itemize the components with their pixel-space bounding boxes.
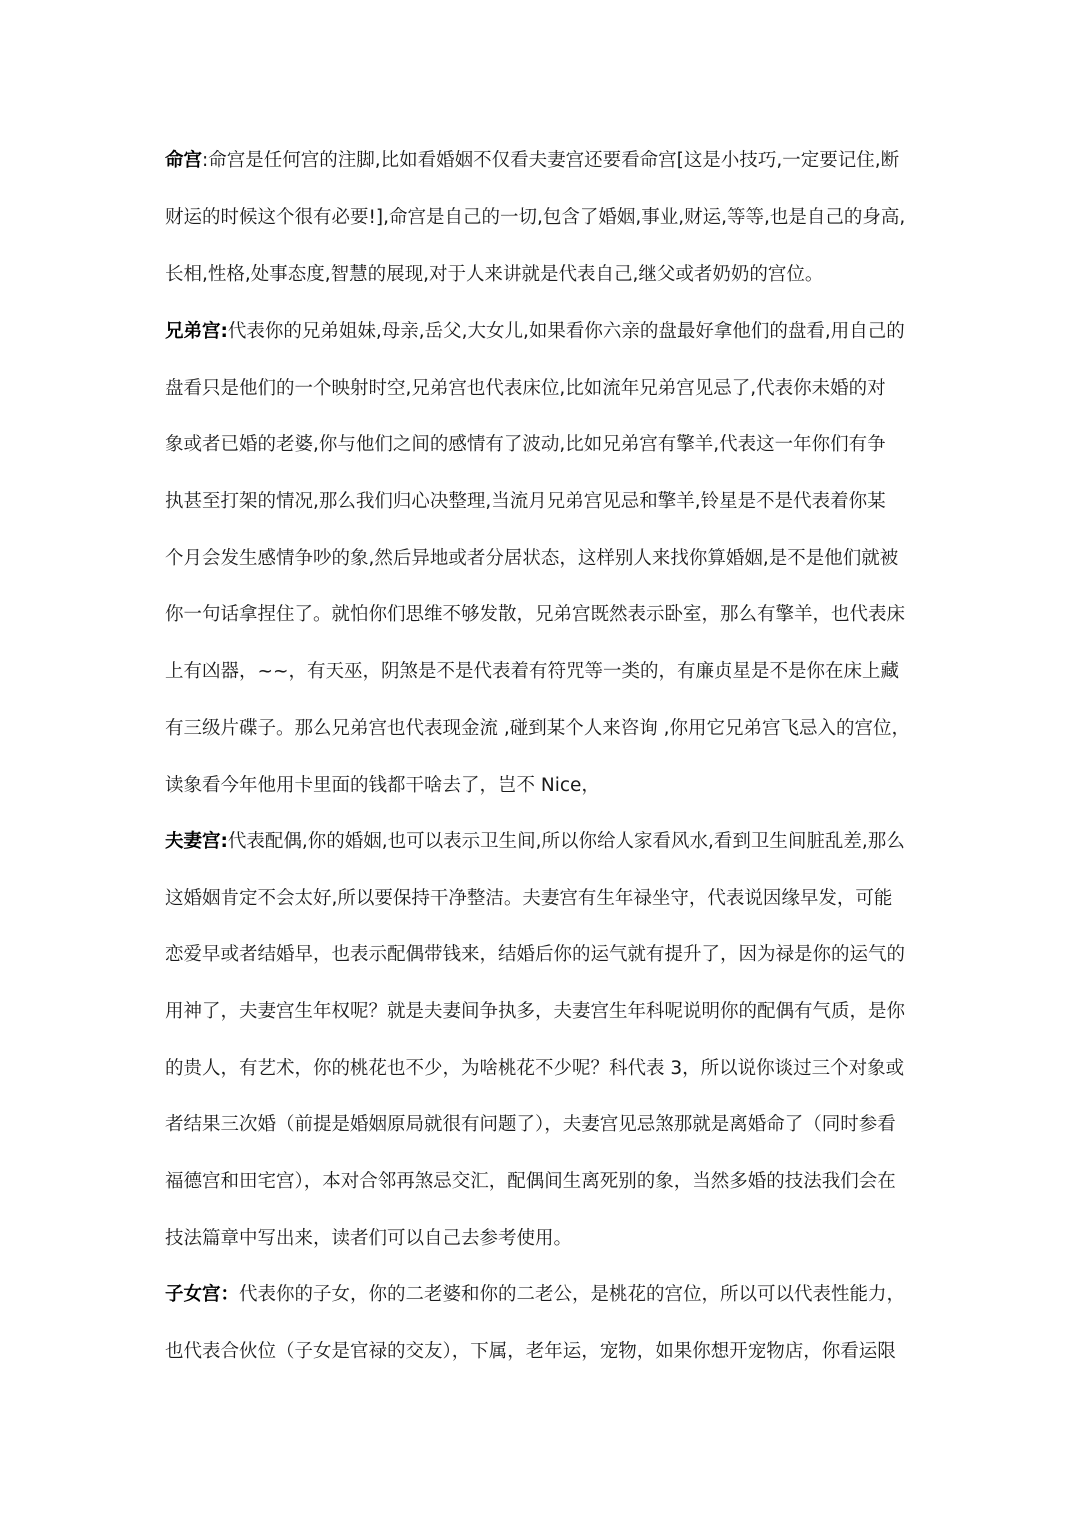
paragraph-line: 也代表合伙位（子女是官禄的交友），下属，老年运，宠物，如果你想开宠物店，你看运限 [165, 1341, 896, 1362]
paragraph-text: 代表你的子女，你的二老婆和你的二老公，是桃花的宫位，所以可以代表性能力， [239, 1284, 906, 1305]
paragraph-line: 上有凶器，~~，有天巫，阴煞是不是代表着有符咒等一类的，有廉贞星是不是你在床上藏 [165, 661, 900, 682]
paragraph-line: 执甚至打架的情况,那么我们归心决整理,当流月兄弟宫见忌和擎羊,铃星是不是代表着你某 [165, 491, 886, 512]
paragraph-line: 的贵人，有艺术，你的桃花也不少，为啥桃花不少呢？科代表 3，所以说你谈过三个对象或 [165, 1058, 905, 1079]
section-heading-zinv: 子女宫： [165, 1284, 240, 1305]
paragraph-line: 恋爱早或者结婚早，也表示配偶带钱来，结婚后你的运气就有提升了，因为禄是你的运气的 [165, 944, 906, 965]
section-heading-fuqi: 夫妻宫: [165, 831, 228, 852]
paragraph-line: 长相,性格,处事态度,智慧的展现,对于人来讲就是代表自己,继父或者奶奶的宫位。 [165, 264, 824, 285]
paragraph-line: 盘看只是他们的一个映射时空,兄弟宫也代表床位,比如流年兄弟宫见忌了,代表你未婚的对 [165, 378, 886, 399]
paragraph-line: 个月会发生感情争吵的象,然后异地或者分居状态，这样别人来找你算婚姻,是不是他们就被 [165, 548, 899, 569]
paragraph-line: 用神了，夫妻宫生年权呢？就是夫妻间争执多，夫妻宫生年科呢说明你的配偶有气质，是你 [165, 1001, 906, 1022]
section-xiongdi-line-1 [165, 319, 925, 345]
paragraph-line: 财运的时候这个很有必要!],命宫是自己的一切,包含了婚姻,事业,财运,等等,也是自己的身高, [165, 207, 906, 228]
paragraph-line: 象或者已婚的老婆,你与他们之间的感情有了波动,比如兄弟宫有擎羊,代表这一年你们有争 [165, 434, 886, 455]
paragraph-line: 有三级片碟子。那么兄弟宫也代表现金流 ,碰到某个人来咨询 ,你用它兄弟宫飞忌入的宫位， [165, 718, 911, 739]
section-zinv-line-1 [165, 1282, 925, 1308]
paragraph-line: 读象看今年他用卡里面的钱都干啥去了，岂不 Nice， [165, 775, 600, 796]
section-heading-ming: 命宫 [165, 150, 203, 171]
paragraph-line: 者结果三次婚（前提是婚姻原局就很有问题了），夫妻宫见忌煞那就是离婚命了（同时参看 [165, 1114, 896, 1135]
paragraph-line: 福德宫和田宅宫），本对合邻再煞忌交汇，配偶间生离死别的象，当然多婚的技法我们会在 [165, 1171, 896, 1192]
paragraph-line: 技法篇章中写出来，读者们可以自己去参考使用。 [165, 1228, 573, 1249]
paragraph-line: 这婚姻肯定不会太好,所以要保持干净整洁。夫妻宫有生年禄坐守，代表说因缘早发，可能 [165, 888, 893, 909]
paragraph-text: 代表配偶,你的婚姻,也可以表示卫生间,所以你给人家看风水,看到卫生间脏乱差,那么 [227, 831, 905, 852]
paragraph-text: :命宫是任何宫的注脚,比如看婚姻不仅看夫妻宫还要看命宫[这是小技巧,一定要记住,断 [202, 150, 900, 171]
section-ming-line-1 [165, 148, 925, 174]
paragraph-line: 你一句话拿捏住了。就怕你们思维不够发散，兄弟宫既然表示卧室，那么有擎羊，也代表床 [165, 604, 906, 625]
section-fuqi-line-1 [165, 829, 925, 855]
section-heading-xiongdi: 兄弟宫: [165, 321, 228, 342]
paragraph-text: 代表你的兄弟姐妹,母亲,岳父,大女儿,如果看你六亲的盘最好拿他们的盘看,用自己的 [227, 321, 905, 342]
